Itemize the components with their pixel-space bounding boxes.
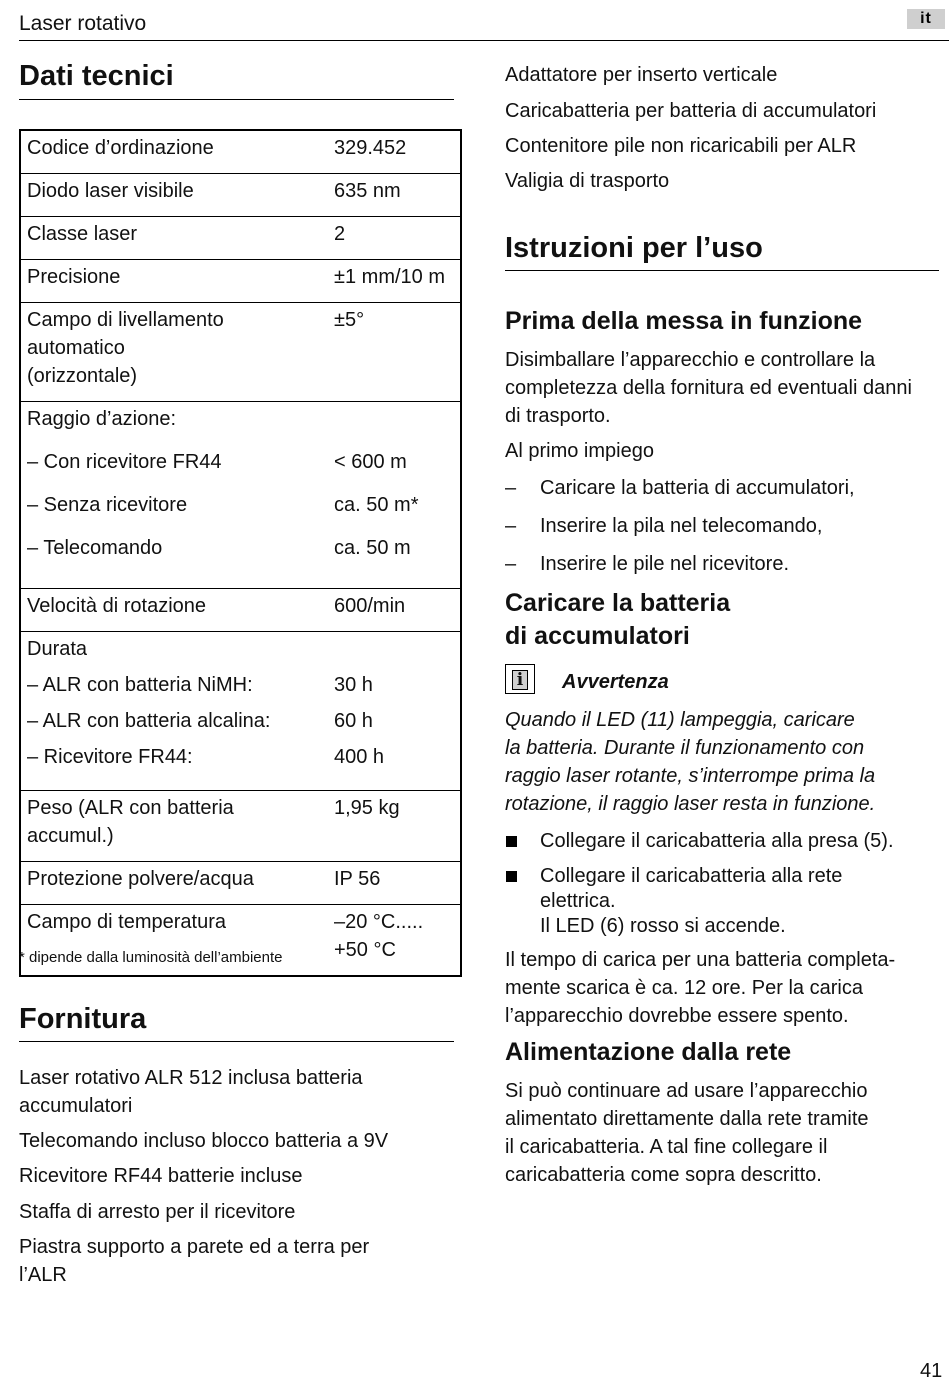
spec-label: Velocità di rotazione: [27, 595, 207, 617]
spec-row-line: [21, 494, 460, 537]
list-item: Laser rotativo ALR 512 inclusa batteria: [19, 1067, 363, 1089]
bullet-text: elettrica.: [540, 890, 616, 912]
paragraph-line: alimentato direttamente dalla rete tramite: [505, 1108, 869, 1130]
spec-label: Precisione: [27, 266, 121, 288]
list-item: accumulatori: [19, 1095, 133, 1117]
spec-value: 60 h: [334, 710, 373, 732]
spec-value: 329.452: [334, 137, 407, 159]
spec-row: [21, 632, 460, 791]
section-rule: [19, 99, 454, 100]
spec-row-line: [21, 408, 460, 451]
spec-row-line: [21, 451, 460, 494]
spec-row: [21, 260, 460, 303]
spec-value: –20 °C.....: [334, 911, 424, 933]
spec-row-line: [21, 674, 460, 710]
spec-label: (orizzontale): [27, 365, 138, 387]
paragraph-line: Disimballare l’apparecchio e controllare la: [505, 349, 876, 371]
spec-label: – Ricevitore FR44:: [27, 746, 193, 768]
subheading-caricare-line2: di accumulatori: [505, 622, 690, 650]
list-item-text: Inserire la pila nel telecomando,: [540, 515, 823, 537]
spec-label: Classe laser: [27, 223, 138, 245]
bullet-text: Collegare il caricabatteria alla presa (5).: [540, 830, 894, 852]
spec-label: – ALR con batteria NiMH:: [27, 674, 253, 696]
note-line: Quando il LED (11) lampeggia, caricare: [505, 709, 855, 731]
spec-value: ±5°: [334, 309, 365, 331]
dash-marker: –: [505, 477, 517, 499]
list-item: Caricabatteria per batteria di accumulatori: [505, 100, 877, 122]
note-label: Avvertenza: [562, 671, 669, 693]
spec-value: 2: [334, 223, 346, 245]
paragraph-line: Al primo impiego: [505, 440, 654, 462]
spec-label: automatico: [27, 337, 125, 359]
subheading-caricare: Caricare la batteria: [505, 589, 731, 617]
spec-row-line: [21, 537, 460, 580]
paragraph-line: completezza della fornitura ed eventuali danni: [505, 377, 912, 399]
subheading-alimentazione: Alimentazione dalla rete: [505, 1038, 792, 1066]
dash-marker: –: [505, 515, 517, 537]
dash-marker: –: [505, 553, 517, 575]
spec-row-line: [21, 337, 460, 365]
bullet-text: Collegare il caricabatteria alla rete: [540, 865, 843, 887]
spec-value: +50 °C: [334, 939, 396, 961]
spec-value: 635 nm: [334, 180, 401, 202]
spec-row-line: [21, 266, 460, 294]
spec-row-line: [21, 223, 460, 251]
spec-label: accumul.): [27, 825, 114, 847]
spec-row: [21, 131, 460, 174]
square-bullet-icon: [506, 871, 517, 882]
spec-label: – ALR con batteria alcalina:: [27, 710, 271, 732]
spec-label: Codice d’ordinazione: [27, 137, 214, 159]
list-item: Telecomando incluso blocco batteria a 9V: [19, 1130, 389, 1152]
info-icon: i: [505, 664, 535, 694]
paragraph-line: caricabatteria come sopra descritto.: [505, 1164, 822, 1186]
spec-value: ca. 50 m*: [334, 494, 419, 516]
spec-row-line: [21, 309, 460, 337]
spec-table: [19, 129, 462, 977]
list-item-text: Inserire le pile nel ricevitore.: [540, 553, 789, 575]
paragraph-line: mente scarica è ca. 12 ore. Per la carica: [505, 977, 863, 999]
spec-label: Durata: [27, 638, 88, 660]
spec-label: Raggio d’azione:: [27, 408, 176, 430]
list-item: Ricevitore RF44 batterie incluse: [19, 1165, 303, 1187]
spec-label: – Senza ricevitore: [27, 494, 188, 516]
list-item: l’ALR: [19, 1264, 67, 1286]
note-line: la batteria. Durante il funzionamento con: [505, 737, 865, 759]
spec-row-line: [21, 825, 460, 853]
section-rule: [505, 270, 939, 271]
note-line: rotazione, il raggio laser resta in funzione.: [505, 793, 876, 815]
list-item: Piastra supporto a parete ed a terra per: [19, 1236, 370, 1258]
spec-row-line: [21, 365, 460, 393]
spec-value: 600/min: [334, 595, 406, 617]
spec-row-line: [21, 911, 460, 939]
paragraph-line: Il tempo di carica per una batteria completa-: [505, 949, 896, 971]
spec-row-line: [21, 638, 460, 674]
paragraph-line: l’apparecchio dovrebbe essere spento.: [505, 1005, 849, 1027]
spec-row: [21, 303, 460, 402]
spec-row: [21, 589, 460, 632]
spec-value: < 600 m: [334, 451, 407, 473]
spec-row-line: [21, 710, 460, 746]
spec-label: Peso (ALR con batteria: [27, 797, 234, 819]
spec-label: Diodo laser visibile: [27, 180, 194, 202]
spec-row-line: [21, 595, 460, 623]
bullet-text: Il LED (6) rosso si accende.: [540, 915, 786, 937]
section-heading-istruzioni: Istruzioni per l’uso: [505, 232, 763, 264]
running-header: Laser rotativo: [19, 12, 147, 35]
table-footnote: * dipende dalla luminosità dell’ambiente: [19, 949, 283, 966]
page-number: 41: [920, 1360, 943, 1382]
spec-label: Campo di temperatura: [27, 911, 226, 933]
list-item: Contenitore pile non ricaricabili per ALR: [505, 135, 857, 157]
spec-value: 400 h: [334, 746, 385, 768]
list-item: Valigia di trasporto: [505, 170, 670, 192]
paragraph-line: Si può continuare ad usare l’apparecchio: [505, 1080, 868, 1102]
spec-row: [21, 791, 460, 862]
language-badge: it: [907, 9, 945, 29]
spec-row: [21, 402, 460, 589]
spec-label: Protezione polvere/acqua: [27, 868, 254, 890]
spec-value: ca. 50 m: [334, 537, 411, 559]
list-item-text: Caricare la batteria di accumulatori,: [540, 477, 855, 499]
spec-value: IP 56: [334, 868, 381, 890]
spec-row-line: [21, 746, 460, 782]
spec-value: ±1 mm/10 m: [334, 266, 445, 288]
spec-row: [21, 862, 460, 905]
note-line: raggio laser rotante, s’interrompe prima la: [505, 765, 876, 787]
spec-row-line: [21, 137, 460, 165]
section-heading-fornitura: Fornitura: [19, 1003, 147, 1035]
spec-label: – Con ricevitore FR44: [27, 451, 222, 473]
spec-row: [21, 217, 460, 260]
spec-row-line: [21, 180, 460, 208]
list-item: Staffa di arresto per il ricevitore: [19, 1201, 296, 1223]
spec-row-line: [21, 797, 460, 825]
paragraph-line: il caricabatteria. A tal fine collegare il: [505, 1136, 828, 1158]
subheading-prima-messa: Prima della messa in funzione: [505, 307, 863, 335]
spec-row-line: [21, 868, 460, 896]
paragraph-line: di trasporto.: [505, 405, 611, 427]
section-heading-dati-tecnici: Dati tecnici: [19, 60, 174, 92]
spec-value: 30 h: [334, 674, 373, 696]
section-rule: [19, 1041, 454, 1042]
square-bullet-icon: [506, 836, 517, 847]
spec-value: 1,95 kg: [334, 797, 400, 819]
header-rule: [19, 40, 949, 41]
spec-row: [21, 174, 460, 217]
spec-label: Campo di livellamento: [27, 309, 224, 331]
list-item: Adattatore per inserto verticale: [505, 64, 778, 86]
spec-label: – Telecomando: [27, 537, 163, 559]
